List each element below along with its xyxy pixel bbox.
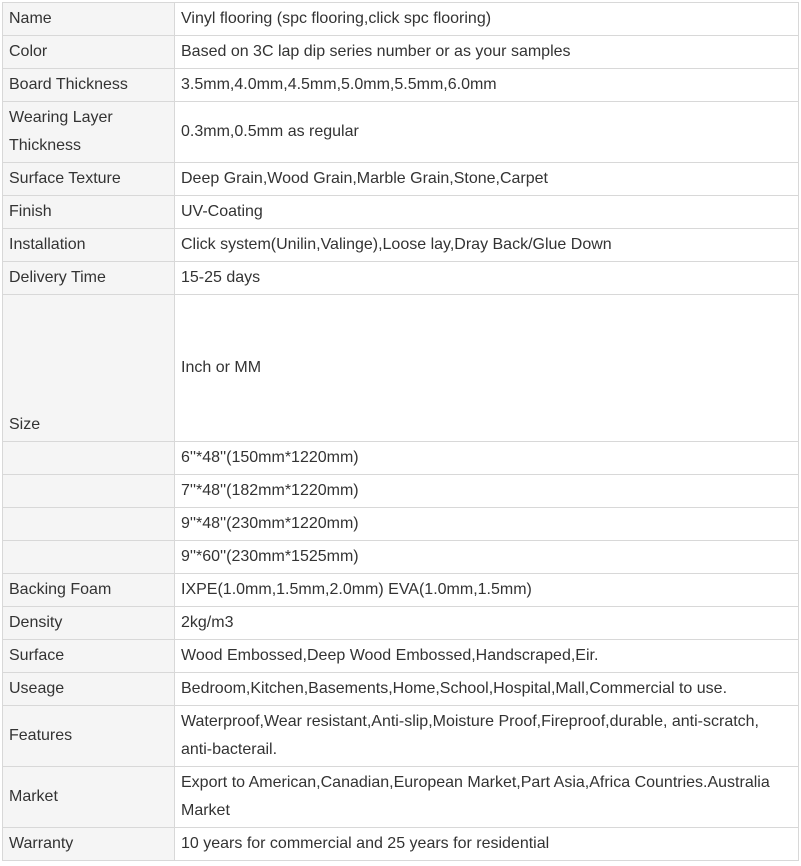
row-label-line: Thickness bbox=[9, 137, 82, 154]
row-value: 15-25 days bbox=[175, 262, 799, 295]
row-value: Bedroom,Kitchen,Basements,Home,School,Hospital,Mall,Commercial to use. bbox=[175, 673, 799, 706]
row-finish bbox=[3, 196, 799, 229]
row-value: 0.3mm,0.5mm as regular bbox=[175, 102, 799, 163]
row-label: Surface Texture bbox=[3, 163, 175, 196]
row-size-option bbox=[3, 508, 799, 541]
row-size-option bbox=[3, 541, 799, 574]
row-value-line: Export to American,Canadian,European Market,Part Asia,Africa Countries.Australia bbox=[181, 774, 770, 791]
row-label bbox=[3, 102, 175, 163]
row-label: Surface bbox=[3, 640, 175, 673]
row-value bbox=[175, 767, 799, 828]
row-label: Features bbox=[3, 706, 175, 767]
row-value: Wood Embossed,Deep Wood Embossed,Handscraped,Eir. bbox=[175, 640, 799, 673]
row-surface-texture bbox=[3, 163, 799, 196]
row-size-option bbox=[3, 442, 799, 475]
row-installation bbox=[3, 229, 799, 262]
row-label: Board Thickness bbox=[3, 69, 175, 102]
row-board-thickness bbox=[3, 69, 799, 102]
row-label-empty bbox=[3, 508, 175, 541]
size-option: 6''*48''(150mm*1220mm) bbox=[175, 442, 799, 475]
row-label-empty bbox=[3, 541, 175, 574]
row-label: Name bbox=[3, 3, 175, 36]
row-surface bbox=[3, 640, 799, 673]
row-value: Based on 3C lap dip series number or as your samples bbox=[175, 36, 799, 69]
row-value-line: Market bbox=[181, 802, 230, 819]
row-value: IXPE(1.0mm,1.5mm,2.0mm) EVA(1.0mm,1.5mm) bbox=[175, 574, 799, 607]
row-value-line: anti-bacterail. bbox=[181, 741, 278, 758]
row-name bbox=[3, 3, 799, 36]
row-label: Color bbox=[3, 36, 175, 69]
row-value: 2kg/m3 bbox=[175, 607, 799, 640]
row-value: Deep Grain,Wood Grain,Marble Grain,Stone,Carpet bbox=[175, 163, 799, 196]
row-label: Backing Foam bbox=[3, 574, 175, 607]
row-label: Finish bbox=[3, 196, 175, 229]
row-label: Size bbox=[3, 295, 175, 442]
row-size bbox=[3, 295, 799, 442]
row-label: Density bbox=[3, 607, 175, 640]
row-value: Inch or MM bbox=[175, 295, 799, 442]
row-market bbox=[3, 767, 799, 828]
row-label: Installation bbox=[3, 229, 175, 262]
row-warranty bbox=[3, 828, 799, 861]
size-option: 9''*48''(230mm*1220mm) bbox=[175, 508, 799, 541]
row-useage bbox=[3, 673, 799, 706]
row-label-empty bbox=[3, 442, 175, 475]
row-value: Vinyl flooring (spc flooring,click spc flooring) bbox=[175, 3, 799, 36]
row-wearing-layer bbox=[3, 102, 799, 163]
row-label-empty bbox=[3, 475, 175, 508]
row-value: Click system(Unilin,Valinge),Loose lay,Dray Back/Glue Down bbox=[175, 229, 799, 262]
row-value: UV-Coating bbox=[175, 196, 799, 229]
row-value-line: Waterproof,Wear resistant,Anti-slip,Moisture Proof,Fireproof,durable, anti-scratch, bbox=[181, 713, 759, 730]
row-value: 10 years for commercial and 25 years for residential bbox=[175, 828, 799, 861]
size-option: 7''*48''(182mm*1220mm) bbox=[175, 475, 799, 508]
row-label: Warranty bbox=[3, 828, 175, 861]
row-value: 3.5mm,4.0mm,4.5mm,5.0mm,5.5mm,6.0mm bbox=[175, 69, 799, 102]
row-label: Market bbox=[3, 767, 175, 828]
row-color bbox=[3, 36, 799, 69]
row-label-line: Wearing Layer bbox=[9, 109, 113, 126]
row-label: Delivery Time bbox=[3, 262, 175, 295]
size-option: 9''*60''(230mm*1525mm) bbox=[175, 541, 799, 574]
row-value bbox=[175, 706, 799, 767]
row-density bbox=[3, 607, 799, 640]
row-label: Useage bbox=[3, 673, 175, 706]
row-size-option bbox=[3, 475, 799, 508]
row-backing-foam bbox=[3, 574, 799, 607]
spec-table bbox=[2, 2, 799, 861]
row-delivery-time bbox=[3, 262, 799, 295]
row-features bbox=[3, 706, 799, 767]
